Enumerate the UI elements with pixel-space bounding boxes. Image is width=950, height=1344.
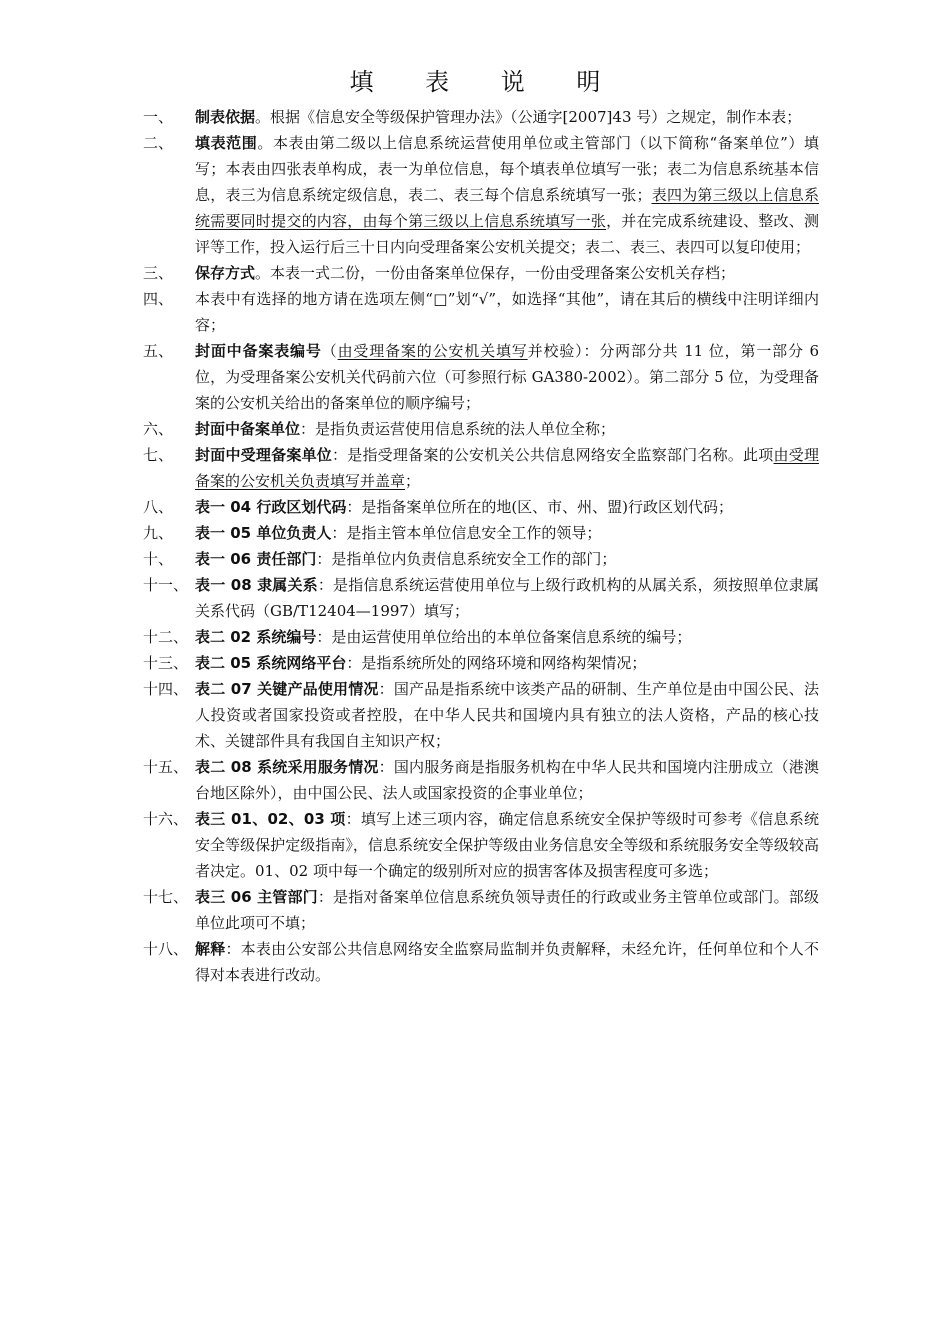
item-number: 二、 bbox=[143, 134, 174, 152]
item-text: ：填写上述三项内容，确定信息系统安全保护等级时可参考《信息系统安全等级保护定级指南》，信息系统安全保护等级由业务信息安全等级和系统服务安全等级较高者决定。01、02 项中每一个确定的级别所对应的损害客体及损害程度可多选； bbox=[195, 810, 819, 880]
item-text: ：是指系统所处的网络环境和网络构架情况； bbox=[346, 654, 647, 672]
item-number: 三、 bbox=[143, 264, 174, 282]
item-number: 十、 bbox=[143, 550, 174, 568]
list-item bbox=[143, 754, 819, 806]
page-title: 填 表 说 明 bbox=[349, 68, 623, 96]
item-underlined-text: 由受理备案的公安机关填写 bbox=[337, 342, 528, 360]
item-text: ：是指受理备案的公安机关公共信息网络安全监察部门名称。此项 bbox=[332, 446, 774, 464]
item-label: 表三 06 主管部门 bbox=[195, 888, 318, 906]
list-item bbox=[143, 650, 819, 676]
item-label: 填表范围 bbox=[195, 134, 258, 152]
item-number: 八、 bbox=[143, 498, 174, 516]
item-number: 十三、 bbox=[143, 654, 189, 672]
item-number: 四、 bbox=[143, 290, 174, 308]
item-text: 。本表一式二份，一份由备案单位保存，一份由受理备案公安机关存档； bbox=[255, 264, 736, 282]
list-item bbox=[143, 442, 819, 494]
item-label: 制表依据 bbox=[195, 108, 256, 126]
item-text: ：是指信息系统运营使用单位与上级行政机构的从属关系，须按照单位隶属关系代码（GB/T12404—1997）填写； bbox=[195, 576, 819, 620]
item-number: 十四、 bbox=[143, 680, 189, 698]
item-label: 表二 07 关键产品使用情况 bbox=[195, 680, 379, 698]
list-item bbox=[143, 130, 819, 260]
item-text: ，并在完成系统建设、整改、测评等工作，投入运行后三十日内向受理备案公安机关提交；表二、表三、表四可以复印使用； bbox=[195, 212, 819, 256]
item-label: 表三 01、02、03 项 bbox=[195, 810, 346, 828]
item-label: 表二 02 系统编号 bbox=[195, 628, 317, 646]
list-item bbox=[143, 494, 819, 520]
item-number: 十五、 bbox=[143, 758, 189, 776]
item-number: 七、 bbox=[143, 446, 174, 464]
item-label: 表一 04 行政区划代码 bbox=[195, 498, 347, 516]
item-label: 表二 05 系统网络平台 bbox=[195, 654, 347, 672]
list-item bbox=[143, 260, 819, 286]
list-item bbox=[143, 676, 819, 754]
item-text: ：国内服务商是指服务机构在中华人民共和国境内注册成立（港澳台地区除外），由中国公民、法人或国家投资的企事业单位； bbox=[195, 758, 819, 802]
item-label: 解释 bbox=[195, 940, 226, 958]
instruction-list bbox=[143, 104, 819, 988]
item-underlined-text: 由受理备案的公安机关负责填写并盖章 bbox=[195, 446, 819, 490]
item-text: ：是指备案单位所在的地(区、市、州、盟)行政区划代码； bbox=[346, 498, 734, 516]
list-item bbox=[143, 338, 819, 416]
item-number: 九、 bbox=[143, 524, 174, 542]
item-number: 六、 bbox=[143, 420, 174, 438]
item-text: ：是指负责运营使用信息系统的法人单位全称； bbox=[300, 420, 616, 438]
item-label: 封面中备案表编号 bbox=[195, 342, 322, 360]
item-label: 保存方式 bbox=[195, 264, 256, 282]
item-text: ：是指单位内负责信息系统安全工作的部门； bbox=[316, 550, 617, 568]
item-number: 十七、 bbox=[143, 888, 189, 906]
item-text: ：是指主管本单位信息安全工作的领导； bbox=[331, 524, 602, 542]
list-item bbox=[143, 416, 819, 442]
item-number: 十一、 bbox=[143, 576, 189, 594]
list-item bbox=[143, 572, 819, 624]
item-text: ：国产品是指系统中该类产品的研制、生产单位是由中国公民、法人投资或者国家投资或者控股，在中华人民共和国境内具有独立的法人资格，产品的核心技术、关键部件具有我国自主知识产权； bbox=[195, 680, 819, 750]
item-number: 五、 bbox=[143, 342, 174, 360]
item-number: 十二、 bbox=[143, 628, 189, 646]
item-text: ：是指对备案单位信息系统负领导责任的行政或业务主管单位或部门。部级单位此项可不填； bbox=[195, 888, 819, 932]
item-text: 。根据《信息安全等级保护管理办法》（公通字[2007]43 号）之规定，制作本表； bbox=[255, 108, 802, 126]
item-text: ：是由运营使用单位给出的本单位备案信息系统的编号； bbox=[316, 628, 692, 646]
item-label: 封面中受理备案单位 bbox=[195, 446, 333, 464]
list-item bbox=[143, 546, 819, 572]
list-item bbox=[143, 936, 819, 988]
item-number: 十六、 bbox=[143, 810, 189, 828]
item-text: （ bbox=[321, 342, 338, 360]
list-item bbox=[143, 806, 819, 884]
list-item bbox=[143, 286, 819, 338]
list-item bbox=[143, 624, 819, 650]
list-item bbox=[143, 104, 819, 130]
item-text: 并校验）：分两部分共 11 位，第一部分 6 位，为受理备案公安机关代码前六位（可参照行标 GA380-2002）。第二部分 5 位，为受理备案的公安机关给出的备案单位的顺序编号； bbox=[195, 342, 819, 412]
item-underlined-text: 表四为第三级以上信息系统需要同时提交的内容，由每个第三级以上信息系统填写一张 bbox=[195, 186, 819, 230]
item-number: 十八、 bbox=[143, 940, 189, 958]
item-text: ； bbox=[405, 472, 421, 490]
item-number: 一、 bbox=[143, 108, 174, 126]
item-text: ：本表由公安部公共信息网络安全监察局监制并负责解释，未经允许，任何单位和个人不得对本表进行改动。 bbox=[195, 940, 819, 984]
list-item bbox=[143, 520, 819, 546]
item-text: 本表中有选择的地方请在选项左侧“□”划“√”，如选择“其他”，请在其后的横线中注明详细内容； bbox=[195, 290, 819, 334]
item-label: 表一 08 隶属关系 bbox=[195, 576, 318, 594]
item-label: 表二 08 系统采用服务情况 bbox=[195, 758, 379, 776]
item-label: 表一 05 单位负责人 bbox=[195, 524, 332, 542]
item-text: 。本表由第二级以上信息系统运营使用单位或主管部门（以下简称“备案单位”）填写；本表由四张表单构成，表一为单位信息，每个填表单位填写一张；表二为信息系统基本信息，表三为信息系统定级信息，表二、表三每个信息系统填写一张； bbox=[195, 134, 819, 204]
item-label: 表一 06 责任部门 bbox=[195, 550, 317, 568]
item-label: 封面中备案单位 bbox=[195, 420, 301, 438]
list-item bbox=[143, 884, 819, 936]
